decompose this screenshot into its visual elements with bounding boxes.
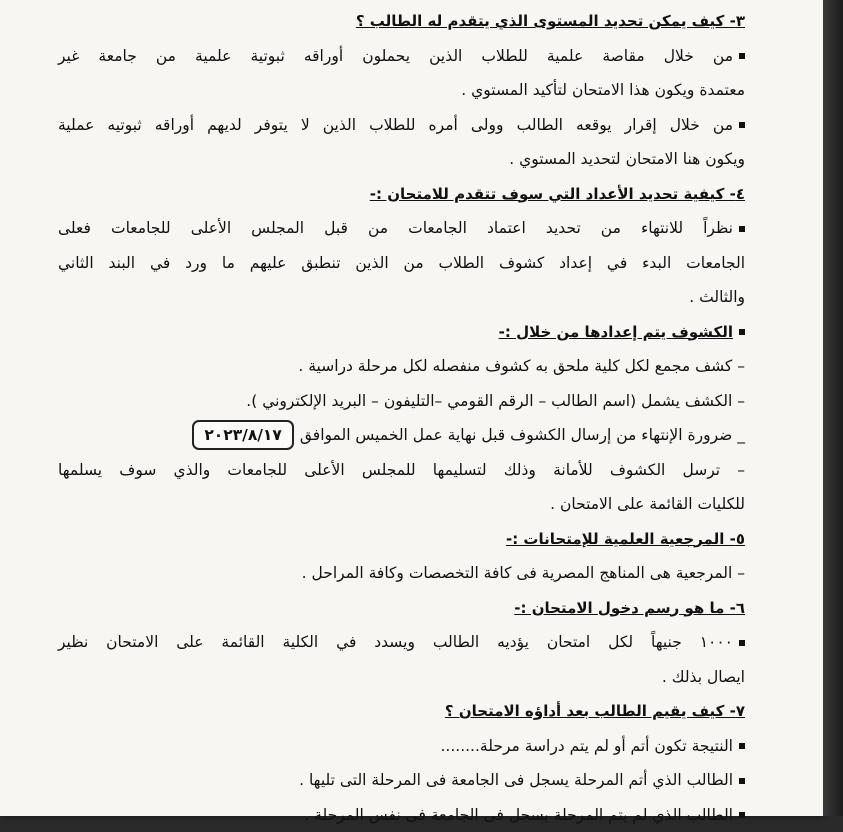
bullet-square-icon <box>739 329 745 335</box>
lists-heading: الكشوف يتم إعدادها من خلال :- <box>58 315 745 350</box>
section-3-heading: ٣- كيف يمكن تحديد المستوى الذي يتقدم له الطالب ؟ <box>58 4 745 39</box>
section-3-bullet-2-line-2: ويكون هنا الامتحان لتحديد المستوي . <box>58 142 745 177</box>
section-6-heading: ٦- ما هو رسم دخول الامتحان :- <box>58 591 745 626</box>
section-4-bullet-1-line-1: نظراً للانتهاء من تحديد اعتماد الجامعات من قبل المجلس الأعلى للجامعات فعلى <box>58 211 745 246</box>
bullet-square-icon <box>739 53 745 59</box>
lists-dash-2: – الكشف يشمل (اسم الطالب – الرقم القومي –التليفون – البريد الإلكتروني ). <box>58 384 745 419</box>
deadline-date-box: ٢٠٢٣/٨/١٧ <box>192 420 294 450</box>
section-7-bullet-1: النتيجة تكون أتم أو لم يتم دراسة مرحلة........ <box>58 729 745 764</box>
section-5-heading: ٥- المرجعية العلمية للإمتحانات :- <box>58 522 745 557</box>
lists-dash-1: – كشف مجمع لكل كلية ملحق به كشوف منفصله لكل مرحلة دراسية . <box>58 349 745 384</box>
lists-dash-3: _ ضرورة الإنتهاء من إرسال الكشوف قبل نهاية عمل الخميس الموافق٢٠٢٣/٨/١٧ <box>58 418 745 453</box>
lists-dash-4-line-1: – ترسل الكشوف للأمانة وذلك لتسليمها للمجلس الأعلى للجامعات والذي سوف يسلمها <box>58 453 745 488</box>
section-6-bullet-1-line-1: ١٠٠٠ جنيهاً لكل امتحان يؤديه الطالب ويسدد في الكلية القائمة على الامتحان نظير <box>58 625 745 660</box>
document-content <box>58 4 745 832</box>
section-4-bullet-1-line-2: الجامعات البدء في إعداد كشوف الطلاب من الذين تنطبق عليهم ما ورد في البند الثاني <box>58 246 745 281</box>
bullet-square-icon <box>739 778 745 784</box>
lists-dash-4-line-2: للكليات القائمة على الامتحان . <box>58 487 745 522</box>
section-4-bullet-1-line-3: والثالث . <box>58 280 745 315</box>
section-4-heading: ٤- كيفية تحديد الأعداد التي سوف تتقدم للامتحان :- <box>58 177 745 212</box>
section-7-heading: ٧- كيف يقيم الطالب بعد أداؤه الامتحان ؟ <box>58 694 745 729</box>
bullet-square-icon <box>739 640 745 646</box>
bullet-square-icon <box>739 226 745 232</box>
bullet-square-icon <box>739 812 745 818</box>
bullet-square-icon <box>739 743 745 749</box>
section-3-bullet-2-line-1: من خلال إقرار يوقعه الطالب وولى أمره للطلاب الذين لا يتوفر لديهم أوراقه ثبوتيه عملية <box>58 108 745 143</box>
section-7-bullet-3: الطالب الذي لم يتم المرحلة يسجل فى الجامعة فى نفس المرحلة . <box>58 798 745 832</box>
section-7-bullet-2: الطالب الذي أتم المرحلة يسجل فى الجامعة فى المرحلة التى تليها . <box>58 763 745 798</box>
section-3-bullet-1-line-1: من خلال مقاصة علمية للطلاب الذين يحملون أوراقه ثبوتية علمية من جامعة غير <box>58 39 745 74</box>
page-edge-shadow <box>823 0 843 816</box>
bullet-square-icon <box>739 122 745 128</box>
section-5-dash-1: – المرجعية هى المناهج المصرية فى كافة التخصصات وكافة المراحل . <box>58 556 745 591</box>
section-6-bullet-1-line-2: ايصال بذلك . <box>58 660 745 695</box>
section-3-bullet-1-line-2: معتمدة ويكون هذا الامتحان لتأكيد المستوي . <box>58 73 745 108</box>
